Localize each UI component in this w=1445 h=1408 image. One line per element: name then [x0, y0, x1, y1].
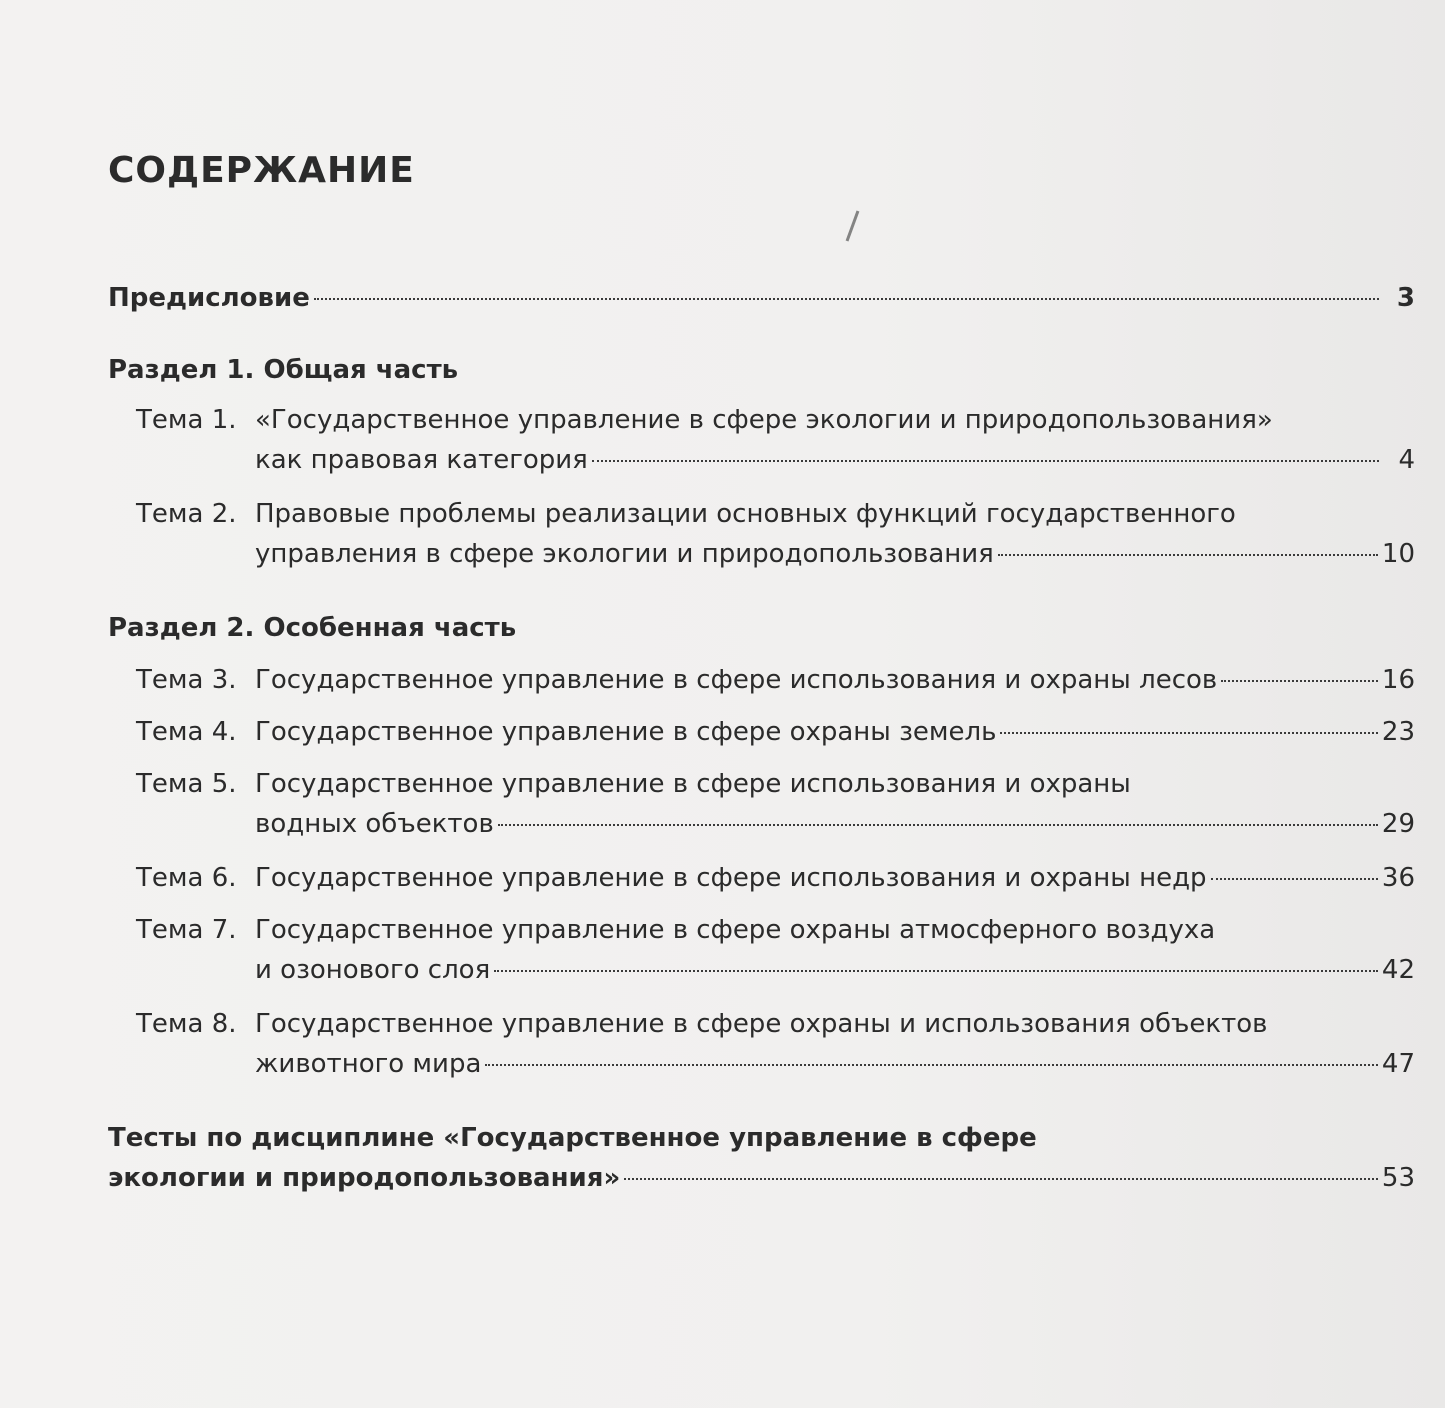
page-number: 47: [1381, 1049, 1415, 1079]
topic-title-line: животного мира: [255, 1049, 482, 1079]
dot-leader: [494, 970, 1378, 972]
topic-title-line: Государственное управление в сфере использования и охраны: [255, 769, 1131, 799]
page-number: 16: [1381, 665, 1415, 695]
page-number: 36: [1381, 863, 1415, 893]
dot-leader: [498, 824, 1378, 826]
dot-leader: [1211, 878, 1378, 880]
page-number: 29: [1381, 809, 1415, 839]
topic-title-line: Государственное управление в сфере охраны и использования объектов: [255, 1009, 1268, 1039]
section-title: Общая часть: [263, 355, 459, 385]
dot-leader: [314, 298, 1379, 300]
topic-title-line: Государственное управление в сфере охраны земель: [255, 717, 997, 747]
topic-number: Тема 1.: [136, 405, 237, 435]
topic-title-line: и озонового слоя: [255, 955, 491, 985]
dot-leader: [485, 1064, 1378, 1066]
section-2-heading: [108, 608, 516, 648]
page-number: 53: [1381, 1163, 1415, 1193]
section-title: Особенная часть: [263, 613, 517, 643]
dot-leader: [592, 460, 1379, 462]
page-number: 42: [1381, 955, 1415, 985]
tests-title-line: Тесты по дисциплине «Государственное управление в сфере: [108, 1123, 1037, 1153]
page-number: 10: [1381, 539, 1415, 569]
tests-title-line: экологии и природопользования»: [108, 1163, 621, 1193]
topic-number: Тема 5.: [136, 769, 237, 799]
preface-label: Предисловие: [108, 283, 310, 313]
dot-leader: [998, 554, 1378, 556]
page-number: 3: [1396, 283, 1415, 313]
topic-number: Тема 6.: [136, 863, 237, 893]
topic-title-line: водных объектов: [255, 809, 494, 839]
topic-number: Тема 8.: [136, 1009, 237, 1039]
dot-leader: [624, 1178, 1378, 1180]
page-number: 23: [1381, 717, 1415, 747]
topic-title-line: «Государственное управление в сфере экологии и природопользования»: [255, 405, 1273, 435]
topic-title-line: Государственное управление в сфере использования и охраны недр: [255, 863, 1207, 893]
section-1-heading: [108, 350, 458, 390]
dot-leader: [1000, 732, 1377, 734]
pen-mark: [846, 210, 860, 241]
topic-title-line: Государственное управление в сфере охраны атмосферного воздуха: [255, 915, 1216, 945]
dot-leader: [1221, 680, 1378, 682]
topic-title-line: как правовая категория: [255, 445, 588, 475]
topic-title-line: Государственное управление в сфере использования и охраны лесов: [255, 665, 1218, 695]
topic-title-line: управления в сфере экологии и природопользования: [255, 539, 994, 569]
topic-number: Тема 2.: [136, 499, 237, 529]
toc-heading: СОДЕРЖАНИЕ: [108, 150, 415, 191]
section-number: Раздел 1.: [108, 355, 255, 385]
page-number: 4: [1398, 445, 1415, 475]
topic-number: Тема 3.: [136, 665, 237, 695]
topic-title-line: Правовые проблемы реализации основных функций государственного: [255, 499, 1236, 529]
section-number: Раздел 2.: [108, 613, 255, 643]
topic-number: Тема 7.: [136, 915, 237, 945]
topic-number: Тема 4.: [136, 717, 237, 747]
